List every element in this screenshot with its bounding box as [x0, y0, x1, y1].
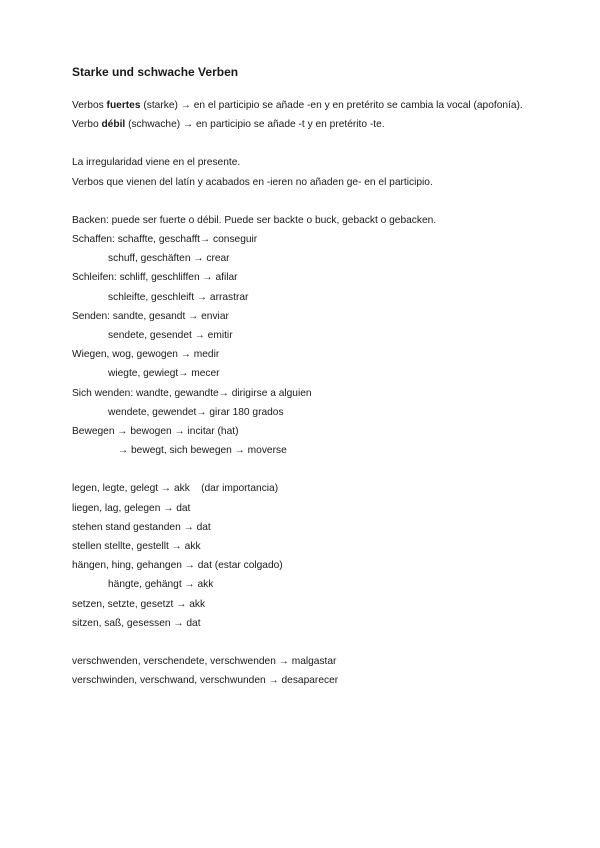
verb-line-indented: sendete, gesendet → emitir [108, 330, 233, 342]
position-verb-line: hängen, hing, gehangen → dat (estar colgado) [72, 560, 283, 572]
verb-line-indented: schleifte, geschleift → arrastrar [108, 291, 249, 303]
verb-line: Schaffen: schaffte, geschafft→ conseguir [72, 234, 258, 246]
position-verb-line: legen, legte, gelegt → akk (dar importancia) [72, 483, 279, 495]
position-verb-line: stehen stand gestanden → dat [72, 521, 211, 533]
verb-line: Sich wenden: wandte, gewandte→ dirigirse a alguien [72, 387, 312, 399]
spacer [72, 460, 542, 479]
text-segment: Verbo [72, 119, 102, 131]
verb-line: Backen: puede ser fuerte o débil. Puede ser backte o buck, gebackt o gebacken. [72, 214, 437, 226]
verb-line-indented: schuff, geschäften → crear [108, 253, 230, 265]
document-title: Starke und schwache Verben [72, 65, 239, 79]
text-segment: (schwache) → en participio se añade -t y en pretérito -te. [125, 119, 385, 131]
position-verb-line: setzen, setzte, gesetzt → akk [72, 598, 206, 610]
position-verb-line-indented: hängte, gehängt → akk [108, 579, 214, 591]
verb-line-indented: wiegte, gewiegt→ mecer [108, 368, 220, 380]
verb-line: Schleifen: schliff, geschliffen → afilar [72, 272, 238, 284]
verb-line: Senden: sandte, gesandt → enviar [72, 310, 229, 322]
verb-line: Wiegen, wog, gewogen → medir [72, 349, 220, 361]
text-segment: (starke) → en el participio se añade -en y en pretérito se cambia la vocal (apofonía). [140, 100, 523, 111]
bold-term: fuertes [106, 100, 141, 111]
spacer [72, 633, 542, 652]
verb-line-indented: wendete, gewendet→ girar 180 grados [108, 406, 284, 418]
position-verb-line: liegen, lag, gelegen → dat [72, 502, 191, 514]
note-line: Verbos que vienen del latín y acabados en -ieren no añaden ge- en el participio. [72, 176, 433, 188]
verb-line-indented: → bewegt, sich bewegen → moverse [118, 445, 287, 457]
spacer [72, 192, 542, 211]
note-line: La irregularidad viene en el presente. [72, 157, 241, 169]
bold-term: débil [101, 119, 126, 131]
weak-verbs-definition [72, 115, 542, 134]
document-page [72, 64, 542, 690]
text-segment: Verbos [72, 100, 107, 111]
spacer [72, 134, 542, 153]
pair-verb-line: verschwinden, verschwand, verschwunden → desaparecer [72, 675, 339, 687]
position-verb-line: sitzen, saß, gesessen → dat [72, 617, 201, 629]
pair-verb-line: verschwenden, verschendete, verschwenden → malgastar [72, 656, 337, 668]
position-verb-line: stellen stellte, gestellt → akk [72, 541, 201, 553]
verb-line: Bewegen → bewogen → incitar (hat) [72, 426, 239, 438]
strong-verbs-definition [72, 96, 542, 115]
